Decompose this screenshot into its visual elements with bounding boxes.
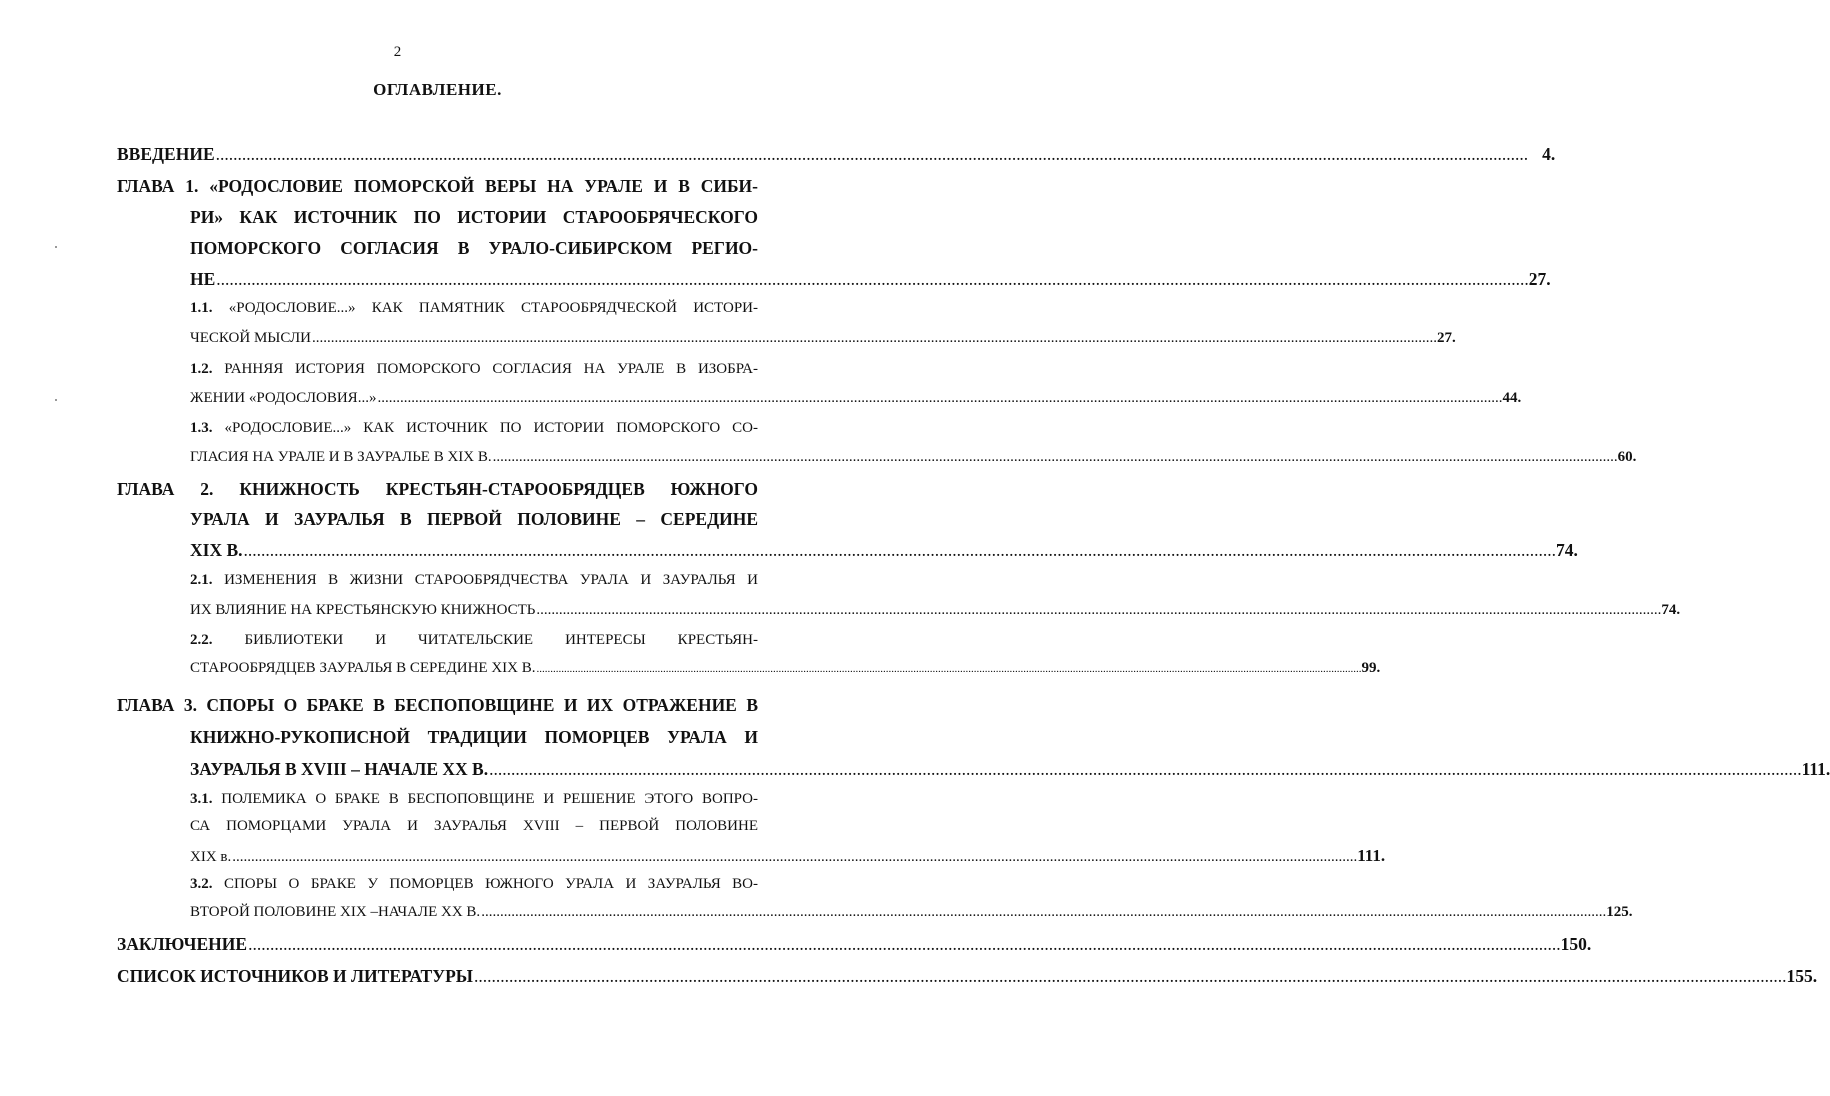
toc-entry-page: 125.	[1606, 904, 1633, 920]
toc-section-title: «РОДОСЛОВИЕ...» КАК ПАМЯТНИК СТАРООБРЯДЧЕСКОЙ ИСТОРИ-	[228, 300, 759, 316]
toc-section-1-2-line[interactable]	[190, 362, 758, 377]
toc-section-title: ПОЛЕМИКА О БРАКЕ В БЕСПОПОВЩИНЕ И РЕШЕНИЕ ЭТОГО ВОПРО-	[221, 791, 758, 807]
toc-entry-page: 150.	[1560, 934, 1592, 954]
toc-leader-dots: ............................................................................................................................................................................................................................................................................................................	[312, 330, 1438, 346]
toc-entry-conclusion[interactable]	[117, 934, 1592, 954]
toc-section-title: БИБЛИОТЕКИ И ЧИТАТЕЛЬСКИЕ ИНТЕРЕСЫ КРЕСТЬЯН-	[244, 632, 759, 648]
toc-section-1-1-last-line[interactable]	[190, 330, 1456, 346]
toc-chapter-1-line[interactable]: РИ» КАК ИСТОЧНИК ПО ИСТОРИИ СТАРООБРЯЧЕСКОГО	[190, 207, 758, 227]
toc-section-number: 3.2.	[190, 876, 213, 892]
toc-section-3-2-last-line[interactable]	[190, 904, 1633, 920]
toc-section-number: 3.1.	[190, 791, 213, 807]
toc-section-title: СПОРЫ О БРАКЕ У ПОМОРЦЕВ ЮЖНОГО УРАЛА И ЗАУРАЛЬЯ ВО-	[223, 876, 758, 892]
toc-entry-page: 27.	[1528, 269, 1551, 289]
toc-chapter-2-line[interactable]: ГЛАВА 2. КНИЖНОСТЬ КРЕСТЬЯН-СТАРООБРЯДЦЕВ ЮЖНОГО	[117, 479, 758, 499]
toc-section-3-1-line[interactable]	[190, 792, 758, 807]
toc-section-2-1-last-line[interactable]	[190, 602, 1681, 618]
toc-chapter-3-line[interactable]: КНИЖНО-РУКОПИСНОЙ ТРАДИЦИИ ПОМОРЦЕВ УРАЛА И	[190, 727, 758, 747]
toc-entry-page: 155.	[1786, 966, 1818, 986]
toc-entry-title: ЖЕНИИ «РОДОСЛОВИЯ...»	[190, 390, 377, 406]
toc-section-1-3-line[interactable]	[190, 421, 758, 436]
toc-entry-page: 60.	[1617, 449, 1637, 465]
toc-leader-dots: ............................................................................................................................................................................................................................................................................................................	[489, 759, 1802, 779]
toc-entry-page: 99.	[1361, 660, 1381, 676]
toc-entry-title: НЕ	[190, 269, 216, 289]
toc-chapter-2-line[interactable]: УРАЛА И ЗАУРАЛЬЯ В ПЕРВОЙ ПОЛОВИНЕ – СЕРЕДИНЕ	[190, 509, 758, 529]
scan-speck	[55, 399, 57, 401]
toc-section-2-1-line[interactable]	[190, 573, 758, 588]
toc-entry-title: ЧЕСКОЙ МЫСЛИ	[190, 330, 312, 346]
toc-entry-page: 4.	[1542, 144, 1556, 164]
toc-entry-page: 44.	[1502, 390, 1522, 406]
toc-entry-title: СТАРООБРЯДЦЕВ ЗАУРАЛЬЯ В СЕРЕДИНЕ XIX В.	[190, 660, 536, 676]
toc-chapter-1-line[interactable]: ПОМОРСКОГО СОГЛАСИЯ В УРАЛО-СИБИРСКОМ РЕГИО-	[190, 238, 758, 258]
toc-entry-page: 111.	[1357, 846, 1386, 865]
toc-chapter-1-line[interactable]: ГЛАВА 1. «РОДОСЛОВИЕ ПОМОРСКОЙ ВЕРЫ НА УРАЛЕ И В СИБИ-	[117, 176, 758, 196]
toc-section-title: ИЗМЕНЕНИЯ В ЖИЗНИ СТАРООБРЯДЧЕСТВА УРАЛА И ЗАУРАЛЬЯ И	[224, 572, 759, 588]
toc-leader-dots: ............................................................................................................................................................................................................................................................................................................	[377, 390, 1503, 406]
toc-entry-title: СПИСОК ИСТОЧНИКОВ И ЛИТЕРАТУРЫ	[117, 966, 473, 986]
toc-section-title: РАННЯЯ ИСТОРИЯ ПОМОРСКОГО СОГЛАСИЯ НА УРАЛЕ В ИЗОБРА-	[224, 361, 758, 377]
scan-speck	[55, 246, 57, 248]
toc-leader-dots: ............................................................................................................................................................................................................................................................................................................	[215, 144, 1529, 164]
toc-leader-dots: ............................................................................................................................................................................................................................................................................................................	[243, 540, 1557, 560]
toc-leader-dots: ............................................................................................................................................................................................................................................................................................................	[536, 663, 1362, 675]
toc-leader-dots: ............................................................................................................................................................................................................................................................................................................	[536, 602, 1662, 618]
toc-entry-sources[interactable]	[117, 966, 1818, 986]
toc-entry-title: ГЛАСИЯ НА УРАЛЕ И В ЗАУРАЛЬЕ В XIX В.	[190, 449, 492, 465]
toc-chapter-3-last-line[interactable]	[190, 759, 1830, 779]
toc-leader-dots: ............................................................................................................................................................................................................................................................................................................	[473, 966, 1787, 986]
toc-entry-title: XIX в.	[190, 849, 232, 865]
toc-section-number: 1.2.	[190, 361, 213, 377]
toc-section-1-3-last-line[interactable]	[190, 449, 1637, 465]
toc-section-3-2-line[interactable]	[190, 877, 758, 892]
page-title: ОГЛАВЛЕНИЕ.	[373, 80, 502, 99]
toc-entry-introduction[interactable]	[117, 144, 1556, 164]
toc-chapter-3-line[interactable]: ГЛАВА 3. СПОРЫ О БРАКЕ В БЕСПОПОВЩИНЕ И ИХ ОТРАЖЕНИЕ В	[117, 695, 758, 715]
toc-entry-title: ВТОРОЙ ПОЛОВИНЕ XIX –НАЧАЛЕ XX В.	[190, 904, 481, 920]
toc-section-3-1-last-line[interactable]	[190, 846, 1386, 865]
toc-entry-title: ИХ ВЛИЯНИЕ НА КРЕСТЬЯНСКУЮ КНИЖНОСТЬ	[190, 602, 536, 618]
toc-entry-page: 74.	[1661, 602, 1681, 618]
toc-section-1-2-last-line[interactable]	[190, 390, 1522, 406]
toc-leader-dots: ............................................................................................................................................................................................................................................................................................................	[248, 934, 1561, 954]
toc-leader-dots: ............................................................................................................................................................................................................................................................................................................	[481, 904, 1607, 920]
toc-section-title: «РОДОСЛОВИЕ...» КАК ИСТОЧНИК ПО ИСТОРИИ ПОМОРСКОГО СО-	[224, 420, 759, 436]
toc-entry-title: ЗАКЛЮЧЕНИЕ	[117, 934, 248, 954]
toc-entry-title: ЗАУРАЛЬЯ В XVIII – НАЧАЛЕ XX В.	[190, 759, 489, 779]
toc-entry-title: ВВЕДЕНИЕ	[117, 144, 215, 164]
toc-entry-page: 111.	[1801, 759, 1830, 779]
toc-section-2-2-line[interactable]	[190, 633, 758, 648]
toc-section-number: 2.2.	[190, 632, 213, 648]
toc-section-number: 1.3.	[190, 420, 213, 436]
toc-entry-page: 74.	[1556, 540, 1578, 560]
toc-section-3-1-line[interactable]: СА ПОМОРЦАМИ УРАЛА И ЗАУРАЛЬЯ XVIII – ПЕРВОЙ ПОЛОВИНЕ	[190, 818, 758, 834]
page-number: 2	[393, 44, 402, 60]
toc-leader-dots: ............................................................................................................................................................................................................................................................................................................	[492, 449, 1618, 465]
toc-chapter-1-last-line[interactable]	[190, 269, 1551, 289]
toc-section-number: 2.1.	[190, 572, 213, 588]
toc-leader-dots: ............................................................................................................................................................................................................................................................................................................	[232, 849, 1358, 865]
toc-entry-page: 27.	[1437, 330, 1456, 346]
toc-section-2-2-last-line[interactable]	[190, 660, 1381, 676]
toc-entry-title: XIX В.	[190, 540, 243, 560]
toc-chapter-2-last-line[interactable]	[190, 540, 1578, 560]
toc-section-1-1-line[interactable]	[190, 301, 758, 316]
toc-section-number: 1.1.	[190, 300, 213, 316]
toc-leader-dots: ............................................................................................................................................................................................................................................................................................................	[216, 269, 1529, 289]
